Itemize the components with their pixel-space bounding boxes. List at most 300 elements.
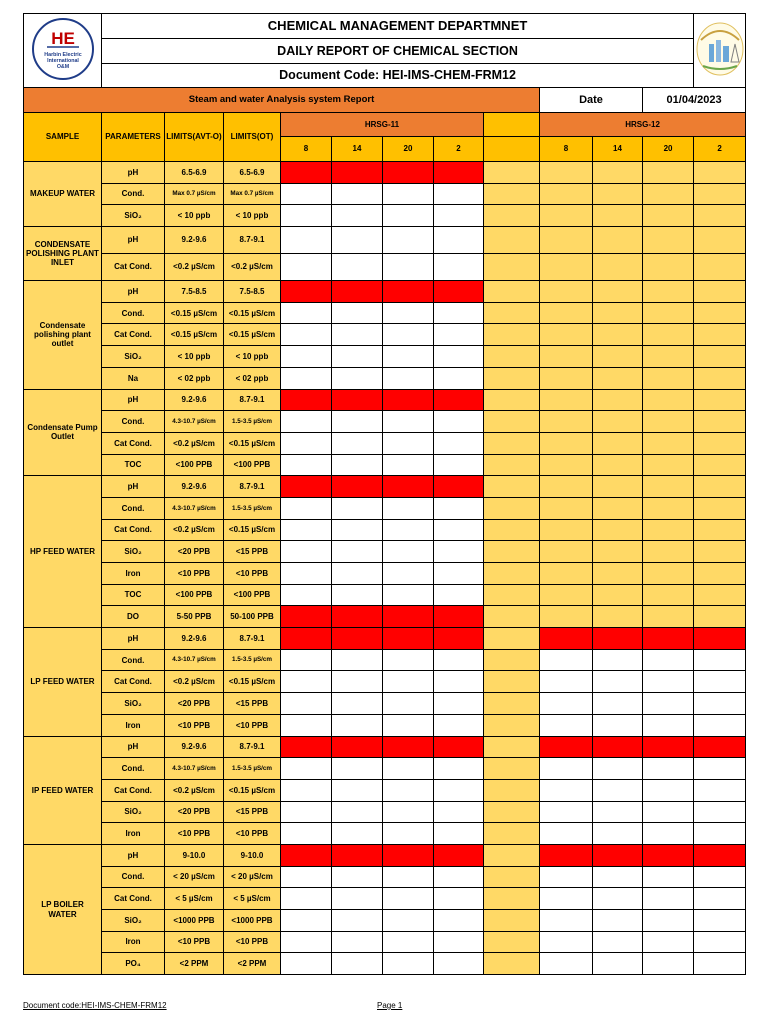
hrsg-11-reading-cell[interactable] (383, 649, 434, 671)
hrsg-11-reading-cell[interactable] (281, 227, 332, 254)
hrsg-12-reading-cell[interactable] (694, 324, 746, 346)
hrsg-12-reading-cell[interactable] (643, 801, 694, 823)
hrsg-12-reading-cell[interactable] (540, 281, 593, 303)
hrsg-12-reading-cell[interactable] (694, 606, 746, 628)
hrsg-12-reading-cell[interactable] (540, 931, 593, 953)
hrsg-12-reading-cell[interactable] (643, 302, 694, 324)
hrsg-11-reading-cell[interactable] (383, 281, 434, 303)
hrsg-12-reading-cell[interactable] (540, 563, 593, 585)
hrsg-12-reading-cell[interactable] (593, 281, 643, 303)
hrsg-11-reading-cell[interactable] (434, 454, 484, 476)
hrsg-12-reading-cell[interactable] (540, 693, 593, 715)
hrsg-12-reading-cell[interactable] (694, 519, 746, 541)
hrsg-11-reading-cell[interactable] (434, 628, 484, 650)
hrsg-11-reading-cell[interactable] (281, 302, 332, 324)
hrsg-11-reading-cell[interactable] (434, 671, 484, 693)
hrsg-12-reading-cell[interactable] (643, 346, 694, 368)
hrsg-12-reading-cell[interactable] (643, 866, 694, 888)
hrsg-11-reading-cell[interactable] (383, 183, 434, 205)
limit-ot-value: <0.2 µS/cm (224, 254, 281, 281)
hrsg-11-reading-cell[interactable] (383, 606, 434, 628)
hrsg-11-reading-cell[interactable] (383, 801, 434, 823)
hrsg-12-reading-cell[interactable] (643, 844, 694, 866)
hrsg-12-reading-cell[interactable] (643, 411, 694, 433)
hrsg-12-reading-cell[interactable] (593, 910, 643, 932)
hrsg-11-reading-cell[interactable] (332, 736, 383, 758)
hrsg-11-reading-cell[interactable] (383, 931, 434, 953)
hrsg-11-reading-cell[interactable] (332, 628, 383, 650)
hrsg-12-reading-cell[interactable] (694, 671, 746, 693)
hrsg-12-reading-cell[interactable] (540, 389, 593, 411)
hrsg-12-reading-cell[interactable] (540, 346, 593, 368)
hrsg-12-reading-cell[interactable] (593, 254, 643, 281)
hrsg-12-reading-cell[interactable] (694, 910, 746, 932)
hrsg-12-reading-cell[interactable] (643, 205, 694, 227)
spacer-cell (484, 389, 540, 411)
hrsg-11-reading-cell[interactable] (434, 411, 484, 433)
hrsg-11-reading-cell[interactable] (281, 432, 332, 454)
hrsg-11-reading-cell[interactable] (281, 779, 332, 801)
hrsg-11-reading-cell[interactable] (434, 649, 484, 671)
hrsg-11-reading-cell[interactable] (332, 606, 383, 628)
hrsg-12-reading-cell[interactable] (593, 671, 643, 693)
hrsg-11-reading-cell[interactable] (434, 324, 484, 346)
hrsg-11-reading-cell[interactable] (281, 324, 332, 346)
hrsg-11-reading-cell[interactable] (332, 281, 383, 303)
hrsg-11-reading-cell[interactable] (332, 801, 383, 823)
hrsg-11-reading-cell[interactable] (332, 563, 383, 585)
hrsg-11-reading-cell[interactable] (332, 519, 383, 541)
hrsg-11-reading-cell[interactable] (281, 801, 332, 823)
hrsg-11-reading-cell[interactable] (281, 866, 332, 888)
hrsg-11-reading-cell[interactable] (332, 649, 383, 671)
hrsg-11-reading-cell[interactable] (281, 823, 332, 845)
hrsg-12-reading-cell[interactable] (593, 693, 643, 715)
hrsg-11-reading-cell[interactable] (383, 823, 434, 845)
hrsg-11-reading-cell[interactable] (332, 302, 383, 324)
hrsg-12-reading-cell[interactable] (643, 606, 694, 628)
hrsg-12-reading-cell[interactable] (540, 888, 593, 910)
hrsg-11-reading-cell[interactable] (332, 411, 383, 433)
hrsg-12-reading-cell[interactable] (694, 736, 746, 758)
hrsg-11-reading-cell[interactable] (434, 953, 484, 975)
hrsg-11-reading-cell[interactable] (281, 844, 332, 866)
hrsg-11-reading-cell[interactable] (383, 162, 434, 184)
hrsg-11-reading-cell[interactable] (332, 910, 383, 932)
hrsg-12-reading-cell[interactable] (540, 162, 593, 184)
hrsg-11-reading-cell[interactable] (332, 162, 383, 184)
hrsg-12-reading-cell[interactable] (694, 779, 746, 801)
hrsg-12-reading-cell[interactable] (593, 389, 643, 411)
hrsg-12-reading-cell[interactable] (593, 541, 643, 563)
hrsg-11-reading-cell[interactable] (281, 476, 332, 498)
hrsg-12-reading-cell[interactable] (593, 584, 643, 606)
hrsg-12-reading-cell[interactable] (694, 584, 746, 606)
hrsg-11-reading-cell[interactable] (434, 606, 484, 628)
hrsg-11-reading-cell[interactable] (434, 432, 484, 454)
hrsg-11-reading-cell[interactable] (383, 866, 434, 888)
hrsg-11-reading-cell[interactable] (434, 389, 484, 411)
hrsg-11-reading-cell[interactable] (434, 302, 484, 324)
hrsg-12-reading-cell[interactable] (694, 454, 746, 476)
hrsg-11-reading-cell[interactable] (434, 497, 484, 519)
hrsg-11-reading-cell[interactable] (383, 432, 434, 454)
hrsg-12-reading-cell[interactable] (643, 931, 694, 953)
hrsg-12-reading-cell[interactable] (593, 227, 643, 254)
hrsg-12-reading-cell[interactable] (593, 563, 643, 585)
hrsg-11-reading-cell[interactable] (332, 476, 383, 498)
hrsg-11-reading-cell[interactable] (434, 779, 484, 801)
hrsg-12-reading-cell[interactable] (593, 953, 643, 975)
hrsg-11-reading-cell[interactable] (383, 584, 434, 606)
hrsg-11-reading-cell[interactable] (281, 714, 332, 736)
hrsg-12-reading-cell[interactable] (694, 281, 746, 303)
hrsg-12-reading-cell[interactable] (694, 628, 746, 650)
hrsg-12-reading-cell[interactable] (643, 497, 694, 519)
hrsg-12-reading-cell[interactable] (694, 801, 746, 823)
hrsg-11-reading-cell[interactable] (332, 866, 383, 888)
hrsg-11-reading-cell[interactable] (383, 910, 434, 932)
hrsg-11-reading-cell[interactable] (434, 162, 484, 184)
hrsg-12-reading-cell[interactable] (593, 454, 643, 476)
hrsg-11-reading-cell[interactable] (332, 227, 383, 254)
hrsg-12-reading-cell[interactable] (593, 476, 643, 498)
hrsg-11-reading-cell[interactable] (281, 454, 332, 476)
hrsg-11-reading-cell[interactable] (434, 801, 484, 823)
hrsg-11-reading-cell[interactable] (281, 389, 332, 411)
hrsg-11-reading-cell[interactable] (383, 714, 434, 736)
hrsg-11-reading-cell[interactable] (332, 714, 383, 736)
hrsg-12-reading-cell[interactable] (643, 519, 694, 541)
hrsg-12-reading-cell[interactable] (593, 779, 643, 801)
hrsg-11-reading-cell[interactable] (434, 183, 484, 205)
hrsg-12-reading-cell[interactable] (694, 205, 746, 227)
hrsg-11-reading-cell[interactable] (434, 823, 484, 845)
hrsg-12-reading-cell[interactable] (540, 671, 593, 693)
hrsg-12-reading-cell[interactable] (593, 497, 643, 519)
hrsg-12-reading-cell[interactable] (643, 281, 694, 303)
hrsg-12-reading-cell[interactable] (643, 736, 694, 758)
hrsg-12-reading-cell[interactable] (540, 454, 593, 476)
hrsg-12-reading-cell[interactable] (643, 432, 694, 454)
hrsg-11-reading-cell[interactable] (383, 519, 434, 541)
hrsg-11-reading-cell[interactable] (383, 671, 434, 693)
hrsg-11-reading-cell[interactable] (383, 302, 434, 324)
hrsg-12-reading-cell[interactable] (540, 254, 593, 281)
hrsg-12-reading-cell[interactable] (593, 628, 643, 650)
hrsg-12-reading-cell[interactable] (694, 162, 746, 184)
hrsg-12-reading-cell[interactable] (593, 367, 643, 389)
hrsg-11-reading-cell[interactable] (332, 183, 383, 205)
hrsg-11-reading-cell[interactable] (281, 910, 332, 932)
hrsg-11-reading-cell[interactable] (332, 205, 383, 227)
hrsg-11-reading-cell[interactable] (383, 541, 434, 563)
hrsg-12-reading-cell[interactable] (643, 389, 694, 411)
hrsg-12-reading-cell[interactable] (694, 541, 746, 563)
hrsg-12-reading-cell[interactable] (694, 953, 746, 975)
hrsg-12-reading-cell[interactable] (540, 432, 593, 454)
hrsg-12-reading-cell[interactable] (694, 497, 746, 519)
hrsg-12-reading-cell[interactable] (593, 866, 643, 888)
hrsg-11-reading-cell[interactable] (434, 736, 484, 758)
hrsg-12-reading-cell[interactable] (593, 888, 643, 910)
hrsg-11-reading-cell[interactable] (383, 346, 434, 368)
hrsg-12-reading-cell[interactable] (694, 866, 746, 888)
hrsg-11-reading-cell[interactable] (332, 779, 383, 801)
hrsg-12-reading-cell[interactable] (593, 183, 643, 205)
hrsg-11-reading-cell[interactable] (434, 227, 484, 254)
hrsg-12-reading-cell[interactable] (593, 844, 643, 866)
hrsg-11-reading-cell[interactable] (383, 628, 434, 650)
hrsg-12-reading-cell[interactable] (643, 693, 694, 715)
hrsg-11-reading-cell[interactable] (383, 758, 434, 780)
hrsg-11-reading-cell[interactable] (434, 758, 484, 780)
hrsg-12-reading-cell[interactable] (593, 758, 643, 780)
hrsg-11-reading-cell[interactable] (434, 346, 484, 368)
hrsg-11-reading-cell[interactable] (332, 389, 383, 411)
hrsg-12-reading-cell[interactable] (540, 801, 593, 823)
hrsg-11-reading-cell[interactable] (434, 205, 484, 227)
hrsg-12-reading-cell[interactable] (593, 324, 643, 346)
hrsg-11-reading-cell[interactable] (332, 953, 383, 975)
hrsg-12-reading-cell[interactable] (643, 476, 694, 498)
hrsg-12-reading-cell[interactable] (593, 649, 643, 671)
hrsg-12-reading-cell[interactable] (643, 254, 694, 281)
hrsg-11-reading-cell[interactable] (332, 758, 383, 780)
hrsg-11-reading-cell[interactable] (281, 671, 332, 693)
hrsg-12-reading-cell[interactable] (694, 844, 746, 866)
hrsg-12-reading-cell[interactable] (643, 628, 694, 650)
hrsg-12-reading-cell[interactable] (694, 183, 746, 205)
hrsg-12-reading-cell[interactable] (540, 302, 593, 324)
hrsg-12-reading-cell[interactable] (540, 497, 593, 519)
hrsg-12-reading-cell[interactable] (694, 432, 746, 454)
hrsg-11-reading-cell[interactable] (281, 497, 332, 519)
hrsg-11-reading-cell[interactable] (383, 454, 434, 476)
hrsg-12-reading-cell[interactable] (694, 758, 746, 780)
hrsg-11-reading-cell[interactable] (434, 888, 484, 910)
hrsg-12-reading-cell[interactable] (643, 888, 694, 910)
hrsg-12-reading-cell[interactable] (643, 953, 694, 975)
hrsg-11-reading-cell[interactable] (434, 714, 484, 736)
hrsg-11-reading-cell[interactable] (434, 254, 484, 281)
hrsg-11-reading-cell[interactable] (434, 563, 484, 585)
hrsg-12-reading-cell[interactable] (540, 183, 593, 205)
hrsg-12-reading-cell[interactable] (694, 389, 746, 411)
hrsg-11-reading-cell[interactable] (281, 541, 332, 563)
hrsg-12-reading-cell[interactable] (643, 714, 694, 736)
hrsg-12-reading-cell[interactable] (694, 693, 746, 715)
hrsg-11-reading-cell[interactable] (434, 476, 484, 498)
hrsg-12-reading-cell[interactable] (643, 758, 694, 780)
hrsg-11-reading-cell[interactable] (332, 823, 383, 845)
hrsg-12-reading-cell[interactable] (694, 302, 746, 324)
hrsg-12-reading-cell[interactable] (593, 205, 643, 227)
hrsg-11-reading-cell[interactable] (332, 346, 383, 368)
hrsg-12-reading-cell[interactable] (643, 454, 694, 476)
hrsg-12-reading-cell[interactable] (540, 844, 593, 866)
hrsg-12-reading-cell[interactable] (593, 736, 643, 758)
hrsg-11-reading-cell[interactable] (281, 411, 332, 433)
hrsg-12-reading-cell[interactable] (643, 823, 694, 845)
hrsg-11-reading-cell[interactable] (434, 910, 484, 932)
hrsg-11-reading-cell[interactable] (383, 563, 434, 585)
hrsg-11-reading-cell[interactable] (383, 411, 434, 433)
hrsg-12-reading-cell[interactable] (540, 910, 593, 932)
hrsg-11-reading-cell[interactable] (434, 866, 484, 888)
hrsg-11-reading-cell[interactable] (281, 584, 332, 606)
hrsg-12-reading-cell[interactable] (694, 367, 746, 389)
hrsg-11-reading-cell[interactable] (332, 254, 383, 281)
hrsg-12-reading-cell[interactable] (540, 541, 593, 563)
hrsg-12-reading-cell[interactable] (593, 162, 643, 184)
hrsg-12-reading-cell[interactable] (694, 476, 746, 498)
hrsg-11-reading-cell[interactable] (281, 953, 332, 975)
hrsg-11-reading-cell[interactable] (383, 367, 434, 389)
spacer-cell (484, 113, 540, 137)
hrsg-12-reading-cell[interactable] (694, 346, 746, 368)
hrsg-12-reading-cell[interactable] (540, 649, 593, 671)
hrsg-11-reading-cell[interactable] (281, 693, 332, 715)
hrsg-11-reading-cell[interactable] (281, 281, 332, 303)
hrsg-12-reading-cell[interactable] (540, 584, 593, 606)
hrsg-12-reading-cell[interactable] (694, 649, 746, 671)
hrsg-12-reading-cell[interactable] (643, 779, 694, 801)
hrsg-11-reading-cell[interactable] (281, 519, 332, 541)
hrsg-12-reading-cell[interactable] (593, 801, 643, 823)
hrsg-11-reading-cell[interactable] (383, 476, 434, 498)
hrsg-11-reading-cell[interactable] (383, 736, 434, 758)
hrsg-11-reading-cell[interactable] (434, 931, 484, 953)
hrsg-11-reading-cell[interactable] (434, 844, 484, 866)
hrsg-12-reading-cell[interactable] (643, 671, 694, 693)
hrsg-11-reading-cell[interactable] (434, 367, 484, 389)
hrsg-11-reading-cell[interactable] (281, 162, 332, 184)
hrsg-12-reading-cell[interactable] (540, 519, 593, 541)
hrsg-12-reading-cell[interactable] (694, 563, 746, 585)
hrsg-12-reading-cell[interactable] (643, 162, 694, 184)
hrsg-12-reading-cell[interactable] (593, 346, 643, 368)
hrsg-11-reading-cell[interactable] (383, 227, 434, 254)
hrsg-11-reading-cell[interactable] (332, 888, 383, 910)
hrsg-12-reading-cell[interactable] (593, 823, 643, 845)
hrsg-11-reading-cell[interactable] (281, 563, 332, 585)
hrsg-12-reading-cell[interactable] (643, 563, 694, 585)
hrsg-11-reading-cell[interactable] (332, 844, 383, 866)
hrsg-11-reading-cell[interactable] (332, 454, 383, 476)
hrsg-11-reading-cell[interactable] (332, 497, 383, 519)
hrsg-11-reading-cell[interactable] (332, 584, 383, 606)
hrsg-11-reading-cell[interactable] (281, 606, 332, 628)
hrsg-11-reading-cell[interactable] (281, 736, 332, 758)
hrsg-12-reading-cell[interactable] (540, 823, 593, 845)
hrsg-12-reading-cell[interactable] (694, 411, 746, 433)
hrsg-11-reading-cell[interactable] (332, 931, 383, 953)
hrsg-11-reading-cell[interactable] (434, 281, 484, 303)
hrsg-11-reading-cell[interactable] (332, 693, 383, 715)
hrsg-11-reading-cell[interactable] (281, 888, 332, 910)
hrsg-11-reading-cell[interactable] (383, 254, 434, 281)
hrsg-11-reading-cell[interactable] (281, 367, 332, 389)
hrsg-12-reading-cell[interactable] (593, 714, 643, 736)
hrsg-12-reading-cell[interactable] (593, 606, 643, 628)
hrsg-12-reading-cell[interactable] (643, 367, 694, 389)
hrsg-12-reading-cell[interactable] (593, 931, 643, 953)
hrsg-12-reading-cell[interactable] (540, 205, 593, 227)
hrsg-11-reading-cell[interactable] (383, 205, 434, 227)
hrsg-12-reading-cell[interactable] (540, 367, 593, 389)
hrsg-11-reading-cell[interactable] (281, 649, 332, 671)
hrsg-11-reading-cell[interactable] (281, 931, 332, 953)
hrsg-11-reading-cell[interactable] (281, 346, 332, 368)
hrsg-12-reading-cell[interactable] (593, 432, 643, 454)
hrsg-12-reading-cell[interactable] (694, 888, 746, 910)
hrsg-12-reading-cell[interactable] (540, 779, 593, 801)
hrsg-12-reading-cell[interactable] (593, 411, 643, 433)
hrsg-11-reading-cell[interactable] (332, 432, 383, 454)
hrsg-12-reading-cell[interactable] (643, 541, 694, 563)
hrsg-11-reading-cell[interactable] (332, 671, 383, 693)
hrsg-12-reading-cell[interactable] (643, 649, 694, 671)
hrsg-11-reading-cell[interactable] (281, 628, 332, 650)
hrsg-12-reading-cell[interactable] (540, 714, 593, 736)
hrsg-12-reading-cell[interactable] (540, 227, 593, 254)
hrsg-11-reading-cell[interactable] (434, 541, 484, 563)
hrsg-11-reading-cell[interactable] (383, 497, 434, 519)
hrsg-12-reading-cell[interactable] (643, 227, 694, 254)
hrsg-12-reading-cell[interactable] (643, 910, 694, 932)
hrsg-11-reading-cell[interactable] (434, 584, 484, 606)
hrsg-12-reading-cell[interactable] (643, 324, 694, 346)
hrsg-11-reading-cell[interactable] (383, 953, 434, 975)
hrsg-12-reading-cell[interactable] (694, 714, 746, 736)
hrsg-11-reading-cell[interactable] (383, 693, 434, 715)
hrsg-12-reading-cell[interactable] (694, 254, 746, 281)
hrsg-11-reading-cell[interactable] (383, 324, 434, 346)
hrsg-12-reading-cell[interactable] (540, 953, 593, 975)
hrsg-12-reading-cell[interactable] (593, 302, 643, 324)
hrsg-12-reading-cell[interactable] (694, 227, 746, 254)
hrsg-12-reading-cell[interactable] (540, 758, 593, 780)
hrsg-11-reading-cell[interactable] (332, 367, 383, 389)
hrsg-12-reading-cell[interactable] (643, 584, 694, 606)
hrsg-11-reading-cell[interactable] (332, 541, 383, 563)
hrsg-12-reading-cell[interactable] (593, 519, 643, 541)
hrsg-11-reading-cell[interactable] (281, 183, 332, 205)
hrsg-11-reading-cell[interactable] (434, 519, 484, 541)
hrsg-11-reading-cell[interactable] (332, 324, 383, 346)
hrsg-12-reading-cell[interactable] (540, 411, 593, 433)
hrsg-11-reading-cell[interactable] (383, 779, 434, 801)
hrsg-12-reading-cell[interactable] (540, 324, 593, 346)
hrsg-11-reading-cell[interactable] (383, 844, 434, 866)
hrsg-12-reading-cell[interactable] (540, 476, 593, 498)
hrsg-12-reading-cell[interactable] (643, 183, 694, 205)
hrsg-12-reading-cell[interactable] (540, 866, 593, 888)
hrsg-11-reading-cell[interactable] (434, 693, 484, 715)
hrsg-11-reading-cell[interactable] (281, 205, 332, 227)
hrsg-12-reading-cell[interactable] (540, 628, 593, 650)
hrsg-12-reading-cell[interactable] (540, 606, 593, 628)
hrsg-12-reading-cell[interactable] (540, 736, 593, 758)
hrsg-11-reading-cell[interactable] (383, 389, 434, 411)
hrsg-11-reading-cell[interactable] (281, 254, 332, 281)
hrsg-12-reading-cell[interactable] (694, 931, 746, 953)
hrsg-11-reading-cell[interactable] (383, 888, 434, 910)
hrsg-11-reading-cell[interactable] (281, 758, 332, 780)
date-value[interactable]: 01/04/2023 (643, 88, 746, 113)
hrsg-12-reading-cell[interactable] (694, 823, 746, 845)
